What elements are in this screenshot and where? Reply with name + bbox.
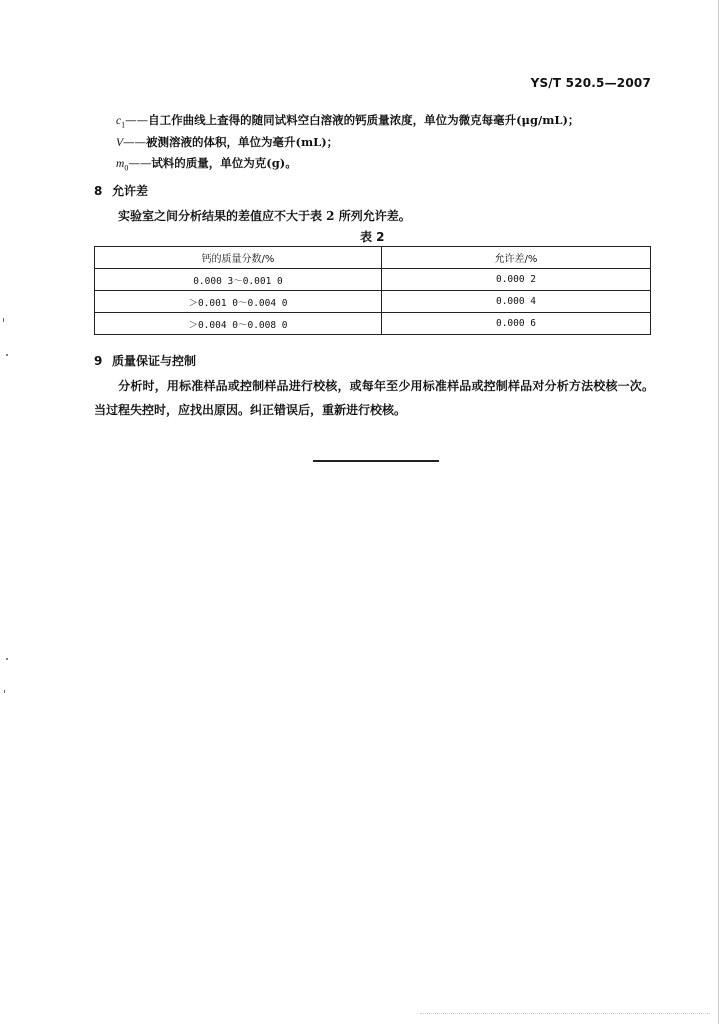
section-8-heading [94,182,148,199]
table-caption: 表 2 [360,230,385,244]
scan-speck [6,658,8,660]
table-cell: 0.000 6 [382,313,651,335]
dash: —— [125,113,149,127]
tolerance-table [94,246,651,335]
scan-speck [6,354,8,356]
column-header-mass-fraction: 钙的质量分数/% [95,247,382,269]
table-cell: 0.000 4 [382,291,651,313]
section-title: 质量保证与控制 [112,354,197,368]
table-cell: 0.000 3～0.001 0 [95,269,382,291]
section-9-heading [94,352,196,369]
table-row [95,313,651,335]
table-row [95,269,651,291]
column-header-tolerance: 允许差/% [382,247,651,269]
paragraph-text: 分析时，用标准样品或控制样品进行校核，或每年至少用标准样品或控制样品对分析方法校核一次。当过程失控时，应找出原因。纠正错误后，重新进行校核。 [94,379,654,417]
variable-definition-m0 [116,155,297,172]
variable-definition-v [116,134,338,151]
table-cell: ＞0.004 0～0.008 0 [95,313,382,335]
scan-speck [4,690,5,693]
table-cell: 0.000 2 [382,269,651,291]
end-of-document-rule [313,460,439,462]
variable-description: 试料的质量，单位为克(g)。 [151,156,297,170]
section-8-paragraph [94,204,654,228]
table-row [95,291,651,313]
dash: —— [128,156,152,170]
variable-symbol: $m_0$ [116,158,129,173]
dash: —— [123,135,147,149]
scan-speck [3,318,4,322]
scan-edge-line [718,0,719,1024]
table-cell: ＞0.001 0～0.004 0 [95,291,382,313]
section-number: 9 [94,354,103,368]
variable-description: 自工作曲线上查得的随同试料空白溶液的钙质量浓度，单位为微克每毫升(μg/mL)； [148,113,580,127]
variable-definition-c1 [116,112,579,129]
variable-symbol: $c_1$ [116,115,126,130]
section-title: 允许差 [112,184,149,198]
table-header-row [95,247,651,269]
section-9-paragraph [94,374,654,422]
variable-description: 被测溶液的体积，单位为毫升(mL)； [146,135,339,149]
paragraph-text: 实验室之间分析结果的差值应不大于表 2 所列允许差。 [118,209,411,223]
standard-number: YS/T 520.5—2007 [530,76,651,90]
section-number: 8 [94,184,103,198]
variable-symbol: V [116,137,124,149]
scan-bottom-dots [420,1013,710,1014]
